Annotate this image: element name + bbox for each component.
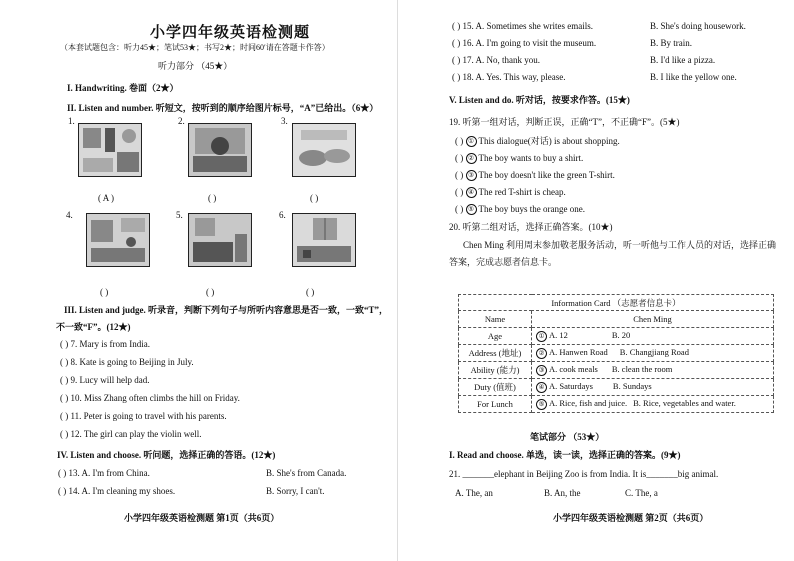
judge-item-7[interactable]: ( ) 7. Mary is from India. [60,339,150,349]
section-1-title: I. Handwriting. 卷面（2★） [67,83,179,93]
choose-item-15-b: B. She's doing housework. [650,21,746,31]
pic-number: 4. [66,210,73,220]
q19-item-3[interactable]: ( ) ③ The boy doesn't like the green T-shirt. [455,170,615,180]
q21-option-b[interactable]: B. An, the [544,488,581,498]
picture-5-bedroom [188,213,252,267]
question-20: 20. 听第二组对话，选择正确答案。(10★) [449,222,613,232]
answer-blank[interactable]: ( ) [208,193,217,203]
picture-3-shoes [292,123,356,177]
read-section-title: I. Read and choose. 单选，读一读，选择正确的答案。(9★) [449,450,681,460]
choose-item-17-a[interactable]: ( ) 17. A. No, thank you. [452,55,540,65]
card-label-ability: Ability (能力) [459,362,532,379]
judge-item-12[interactable]: ( ) 12. The girl can play the violin well. [60,429,202,439]
choose-item-13-a[interactable]: ( ) 13. A. I'm from China. [58,468,150,478]
section-4-title: IV. Listen and choose. 听问题，选择正确的答语。(12★) [57,450,276,460]
card-label-address: Address (地址) [459,345,532,362]
judge-item-11[interactable]: ( ) 11. Peter is going to travel with his parents. [60,411,227,421]
page-footer: 小学四年级英语检测题 第2页（共6页） [553,513,709,523]
answer-blank[interactable]: ( ) [306,287,315,297]
judge-item-8[interactable]: ( ) 8. Kate is going to Beijing in July. [60,357,194,367]
card-options-address[interactable]: ② A. Hanwen Road B. Changjiang Road [532,345,774,362]
card-title: Information Card （志愿者信息卡） [459,295,774,311]
q19-item-4[interactable]: ( ) ④ The red T-shirt is cheap. [455,187,566,197]
page-2 [397,0,794,561]
pic-number: 6. [279,210,286,220]
section-5-title: V. Listen and do. 听对话，按要求作答。(15★) [449,95,630,105]
judge-item-9[interactable]: ( ) 9. Lucy will help dad. [60,375,150,385]
picture-4-kitchen [86,213,150,267]
question-21: 21. _______elephant in Beijing Zoo is from India. It is_______big animal. [449,469,719,479]
card-value-name: Chen Ming [532,311,774,328]
q19-item-1[interactable]: ( ) ① This dialogue(对话) is about shopping. [455,136,620,146]
pic-number: 5. [176,210,183,220]
section-3-title-2: 不一致“F”。(12★) [56,322,131,332]
information-card [458,294,774,413]
exam-title: 小学四年级英语检测题 [150,25,311,41]
listening-header: 听力部分 （45★） [158,61,233,71]
exam-info: （本套试题包含：听力45★；笔试53★；书写2★；时间60′请在答题卡作答） [60,43,330,52]
card-label-duty: Duty (值班) [459,379,532,396]
card-label-age: Age [459,328,532,345]
q20-description: Chen Ming 利用周末参加敬老服务活动，听一听他与工作人员的对话，选择正确 [463,240,777,250]
page-footer: 小学四年级英语检测题 第1页（共6页） [124,513,280,523]
choose-item-14-b: B. Sorry, I can't. [266,486,325,496]
choose-item-16-b: B. By train. [650,38,692,48]
pic-number: 3. [281,116,288,126]
choose-item-18-a[interactable]: ( ) 18. A. Yes. This way, please. [452,72,566,82]
picture-6-study [292,213,356,267]
choose-item-15-a[interactable]: ( ) 15. A. Sometimes she writes emails. [452,21,593,31]
choose-item-14-a[interactable]: ( ) 14. A. I'm cleaning my shoes. [58,486,176,496]
choose-item-13-b: B. She's from Canada. [266,468,347,478]
card-options-ability[interactable]: ③ A. cook meals B. clean the room [532,362,774,379]
choose-item-18-b: B. I like the yellow one. [650,72,737,82]
writing-header: 笔试部分 （53★） [530,432,605,442]
q19-item-2[interactable]: ( ) ② The boy wants to buy a shirt. [455,153,584,163]
card-label-lunch: For Lunch [459,396,532,413]
card-label-name: Name [459,311,532,328]
card-options-age[interactable]: ① A. 12 B. 20 [532,328,774,345]
picture-2-living-room [188,123,252,177]
answer-blank[interactable]: ( ) [206,287,215,297]
choose-item-16-a[interactable]: ( ) 16. A. I'm going to visit the museum. [452,38,597,48]
pic-number: 1. [68,116,75,126]
choose-item-17-b: B. I'd like a pizza. [650,55,716,65]
judge-item-10[interactable]: ( ) 10. Miss Zhang often climbs the hill on Friday. [60,393,240,403]
question-19: 19. 听第一组对话，判断正误，正确“T”，不正确“F”。(5★) [449,117,680,127]
q21-option-a[interactable]: A. The, an [455,488,493,498]
picture-1-answer: ( A ) [98,193,115,203]
pic-number: 2. [178,116,185,126]
answer-blank[interactable]: ( ) [100,287,109,297]
section-3-title: III. Listen and judge. 听录音，判断下列句子与所听内容意思是否一致，一致“T”， [64,305,389,315]
section-2-title: II. Listen and number. 听短文，按听到的顺序给图片标号，“A”已给出。（6★） [67,103,379,113]
q20-description-2: 答案，完成志愿者信息卡。 [449,257,558,267]
card-options-duty[interactable]: ④ A. Saturdays B. Sundays [532,379,774,396]
answer-blank[interactable]: ( ) [310,193,319,203]
card-options-lunch[interactable]: ⑤ A. Rice, fish and juice. B. Rice, vegetables and water. [532,396,774,413]
picture-1-bedroom [78,123,142,177]
q21-option-c[interactable]: C. The, a [625,488,658,498]
q19-item-5[interactable]: ( ) ⑤ The boy buys the orange one. [455,204,585,214]
